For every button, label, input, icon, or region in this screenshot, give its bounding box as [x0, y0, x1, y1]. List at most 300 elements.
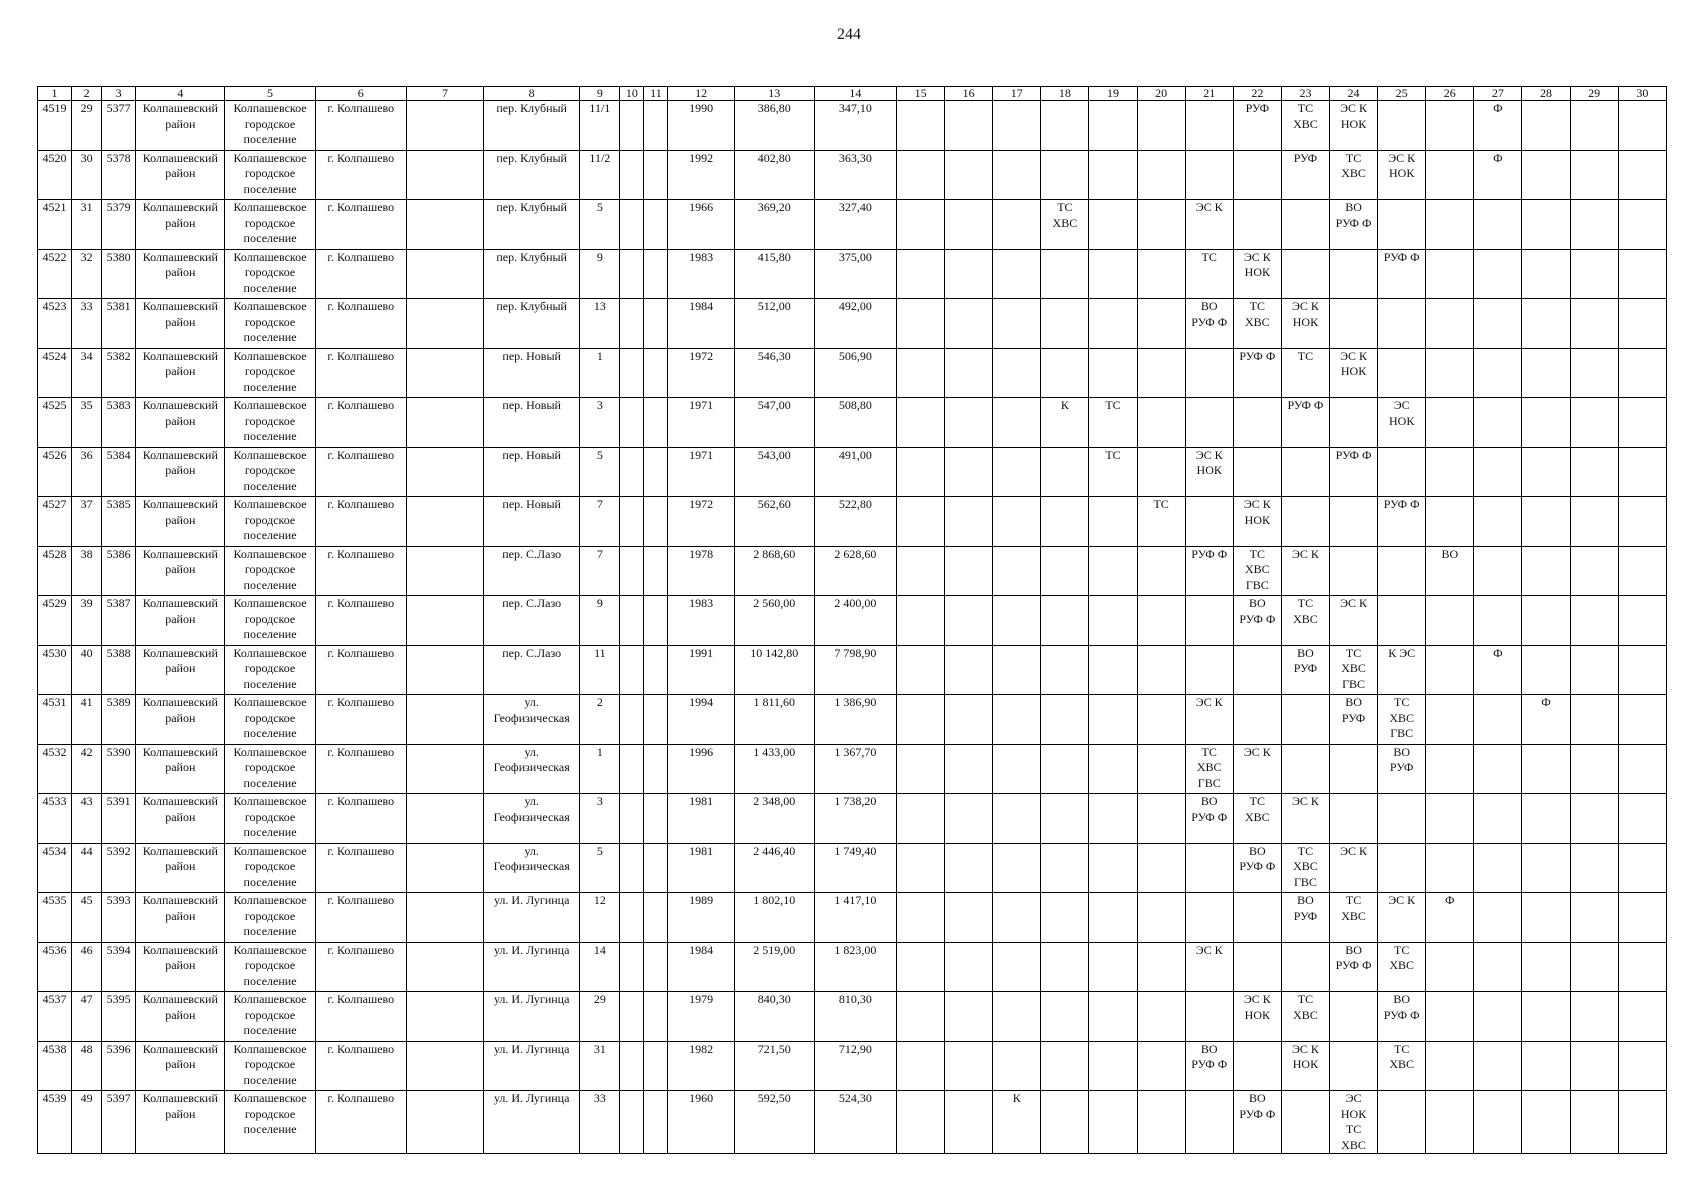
cell-col-1: 4521 [38, 200, 72, 250]
cell-col-6: г. Колпашево [315, 695, 406, 745]
cell-col-24: РУФ Ф [1330, 447, 1378, 497]
cell-col-30 [1618, 200, 1666, 250]
cell-col-24: ТС ХВС [1330, 150, 1378, 200]
cell-col-13: 840,30 [734, 992, 814, 1042]
cell-col-29 [1570, 794, 1618, 844]
cell-col-12: 1992 [668, 150, 734, 200]
column-header-13: 13 [734, 87, 814, 101]
cell-col-4: Колпашевский район [136, 348, 225, 398]
cell-col-14: 2 628,60 [814, 546, 896, 596]
cell-col-22: ТС ХВС [1233, 794, 1281, 844]
cell-col-21 [1185, 101, 1233, 151]
cell-col-12: 1971 [668, 447, 734, 497]
cell-col-1: 4524 [38, 348, 72, 398]
cell-col-25 [1378, 348, 1426, 398]
cell-col-19 [1089, 645, 1137, 695]
cell-col-4: Колпашевский район [136, 249, 225, 299]
cell-col-1: 4526 [38, 447, 72, 497]
cell-col-18 [1041, 497, 1089, 547]
column-header-10: 10 [620, 87, 644, 101]
cell-col-24: ТС ХВС ГВС [1330, 645, 1378, 695]
column-header-20: 20 [1137, 87, 1185, 101]
cell-col-21: ЭС К [1185, 200, 1233, 250]
cell-col-5: Колпашевское городское поселение [225, 150, 315, 200]
cell-col-18 [1041, 893, 1089, 943]
cell-col-10 [620, 596, 644, 646]
cell-col-23: ТС ХВС [1281, 992, 1329, 1042]
cell-col-30 [1618, 695, 1666, 745]
cell-col-16 [945, 1091, 993, 1154]
cell-col-6: г. Колпашево [315, 794, 406, 844]
cell-col-6: г. Колпашево [315, 200, 406, 250]
cell-col-2: 29 [72, 101, 102, 151]
cell-col-25: РУФ Ф [1378, 249, 1426, 299]
cell-col-24: ЭС НОК ТС ХВС [1330, 1091, 1378, 1154]
cell-col-13: 1 811,60 [734, 695, 814, 745]
column-header-23: 23 [1281, 87, 1329, 101]
column-header-22: 22 [1233, 87, 1281, 101]
cell-col-14: 1 386,90 [814, 695, 896, 745]
cell-col-14: 1 749,40 [814, 843, 896, 893]
cell-col-10 [620, 744, 644, 794]
cell-col-26 [1426, 645, 1474, 695]
cell-col-19 [1089, 200, 1137, 250]
cell-col-13: 2 446,40 [734, 843, 814, 893]
cell-col-4: Колпашевский район [136, 150, 225, 200]
cell-col-4: Колпашевский район [136, 596, 225, 646]
cell-col-19 [1089, 299, 1137, 349]
cell-col-12: 1972 [668, 497, 734, 547]
cell-col-27 [1474, 1041, 1522, 1091]
cell-col-13: 721,50 [734, 1041, 814, 1091]
cell-col-13: 543,00 [734, 447, 814, 497]
cell-col-24 [1330, 299, 1378, 349]
cell-col-4: Колпашевский район [136, 992, 225, 1042]
cell-col-26 [1426, 794, 1474, 844]
cell-col-27 [1474, 398, 1522, 448]
cell-col-17 [993, 546, 1041, 596]
cell-col-25: К ЭС [1378, 645, 1426, 695]
cell-col-2: 34 [72, 348, 102, 398]
cell-col-5: Колпашевское городское поселение [225, 497, 315, 547]
cell-col-20 [1137, 546, 1185, 596]
cell-col-10 [620, 299, 644, 349]
cell-col-15 [897, 497, 945, 547]
cell-col-9: 5 [580, 200, 620, 250]
table-row [38, 1041, 1667, 1091]
cell-col-16 [945, 794, 993, 844]
cell-col-26 [1426, 744, 1474, 794]
cell-col-25: РУФ Ф [1378, 497, 1426, 547]
cell-col-13: 512,00 [734, 299, 814, 349]
cell-col-30 [1618, 150, 1666, 200]
cell-col-5: Колпашевское городское поселение [225, 299, 315, 349]
cell-col-15 [897, 645, 945, 695]
table-row [38, 101, 1667, 151]
cell-col-20 [1137, 695, 1185, 745]
cell-col-8: ул. Геофизическая [484, 794, 580, 844]
cell-col-11 [644, 1041, 668, 1091]
cell-col-24 [1330, 546, 1378, 596]
cell-col-12: 1984 [668, 299, 734, 349]
column-header-25: 25 [1378, 87, 1426, 101]
cell-col-13: 547,00 [734, 398, 814, 448]
cell-col-18 [1041, 348, 1089, 398]
cell-col-12: 1990 [668, 101, 734, 151]
cell-col-5: Колпашевское городское поселение [225, 398, 315, 448]
cell-col-3: 5379 [102, 200, 136, 250]
cell-col-15 [897, 893, 945, 943]
column-header-11: 11 [644, 87, 668, 101]
cell-col-19 [1089, 348, 1137, 398]
cell-col-25 [1378, 1091, 1426, 1154]
cell-col-21 [1185, 497, 1233, 547]
table-row [38, 645, 1667, 695]
cell-col-11 [644, 645, 668, 695]
cell-col-30 [1618, 101, 1666, 151]
cell-col-1: 4520 [38, 150, 72, 200]
cell-col-25: ЭС К [1378, 893, 1426, 943]
cell-col-29 [1570, 447, 1618, 497]
cell-col-17 [993, 150, 1041, 200]
cell-col-20 [1137, 1091, 1185, 1154]
table-row [38, 299, 1667, 349]
cell-col-7 [406, 893, 483, 943]
cell-col-4: Колпашевский район [136, 200, 225, 250]
cell-col-16 [945, 249, 993, 299]
cell-col-12: 1983 [668, 596, 734, 646]
cell-col-7 [406, 249, 483, 299]
cell-col-1: 4534 [38, 843, 72, 893]
cell-col-19 [1089, 695, 1137, 745]
cell-col-18 [1041, 695, 1089, 745]
cell-col-19 [1089, 497, 1137, 547]
cell-col-16 [945, 992, 993, 1042]
cell-col-20 [1137, 348, 1185, 398]
cell-col-27 [1474, 497, 1522, 547]
cell-col-22: РУФ Ф [1233, 348, 1281, 398]
cell-col-24: ВО РУФ Ф [1330, 942, 1378, 992]
cell-col-8: ул. И. Лугинца [484, 893, 580, 943]
cell-col-18 [1041, 992, 1089, 1042]
cell-col-7 [406, 299, 483, 349]
cell-col-20 [1137, 893, 1185, 943]
cell-col-26: Ф [1426, 893, 1474, 943]
cell-col-17 [993, 744, 1041, 794]
cell-col-24: ТС ХВС [1330, 893, 1378, 943]
cell-col-8: пер. Клубный [484, 249, 580, 299]
cell-col-15 [897, 596, 945, 646]
table-row [38, 348, 1667, 398]
cell-col-15 [897, 447, 945, 497]
cell-col-5: Колпашевское городское поселение [225, 348, 315, 398]
cell-col-7 [406, 744, 483, 794]
cell-col-18 [1041, 596, 1089, 646]
cell-col-27: Ф [1474, 101, 1522, 151]
cell-col-8: ул. И. Лугинца [484, 992, 580, 1042]
cell-col-11 [644, 744, 668, 794]
cell-col-17 [993, 200, 1041, 250]
cell-col-28 [1522, 1041, 1570, 1091]
cell-col-14: 522,80 [814, 497, 896, 547]
cell-col-22: ЭС К [1233, 744, 1281, 794]
cell-col-8: пер. Клубный [484, 101, 580, 151]
cell-col-26 [1426, 348, 1474, 398]
cell-col-3: 5388 [102, 645, 136, 695]
cell-col-19 [1089, 546, 1137, 596]
table-row [38, 249, 1667, 299]
cell-col-27 [1474, 1091, 1522, 1154]
cell-col-12: 1984 [668, 942, 734, 992]
cell-col-24 [1330, 992, 1378, 1042]
cell-col-13: 2 519,00 [734, 942, 814, 992]
cell-col-16 [945, 497, 993, 547]
cell-col-5: Колпашевское городское поселение [225, 249, 315, 299]
cell-col-19 [1089, 1091, 1137, 1154]
cell-col-6: г. Колпашево [315, 447, 406, 497]
cell-col-16 [945, 447, 993, 497]
cell-col-13: 592,50 [734, 1091, 814, 1154]
cell-col-2: 48 [72, 1041, 102, 1091]
cell-col-16 [945, 893, 993, 943]
cell-col-8: пер. С.Лазо [484, 596, 580, 646]
cell-col-28 [1522, 398, 1570, 448]
cell-col-10 [620, 150, 644, 200]
cell-col-4: Колпашевский район [136, 695, 225, 745]
cell-col-21 [1185, 992, 1233, 1042]
cell-col-19 [1089, 744, 1137, 794]
cell-col-16 [945, 645, 993, 695]
cell-col-20 [1137, 596, 1185, 646]
cell-col-28 [1522, 794, 1570, 844]
cell-col-5: Колпашевское городское поселение [225, 1041, 315, 1091]
cell-col-6: г. Колпашево [315, 150, 406, 200]
cell-col-17 [993, 645, 1041, 695]
cell-col-2: 40 [72, 645, 102, 695]
table-row [38, 150, 1667, 200]
cell-col-6: г. Колпашево [315, 348, 406, 398]
cell-col-9: 1 [580, 744, 620, 794]
cell-col-11 [644, 348, 668, 398]
cell-col-28 [1522, 150, 1570, 200]
cell-col-20 [1137, 150, 1185, 200]
cell-col-13: 386,80 [734, 101, 814, 151]
cell-col-4: Колпашевский район [136, 447, 225, 497]
cell-col-30 [1618, 398, 1666, 448]
cell-col-21: ЭС К [1185, 942, 1233, 992]
cell-col-30 [1618, 249, 1666, 299]
cell-col-4: Колпашевский район [136, 645, 225, 695]
cell-col-23: ТС [1281, 348, 1329, 398]
cell-col-28 [1522, 200, 1570, 250]
cell-col-25 [1378, 794, 1426, 844]
cell-col-22 [1233, 893, 1281, 943]
cell-col-17 [993, 1041, 1041, 1091]
cell-col-9: 29 [580, 992, 620, 1042]
cell-col-5: Колпашевское городское поселение [225, 200, 315, 250]
cell-col-8: пер. С.Лазо [484, 645, 580, 695]
column-header-26: 26 [1426, 87, 1474, 101]
cell-col-26 [1426, 1041, 1474, 1091]
cell-col-22 [1233, 398, 1281, 448]
cell-col-30 [1618, 744, 1666, 794]
cell-col-13: 10 142,80 [734, 645, 814, 695]
cell-col-25: ЭС НОК [1378, 398, 1426, 448]
cell-col-10 [620, 992, 644, 1042]
cell-col-27 [1474, 348, 1522, 398]
cell-col-11 [644, 447, 668, 497]
cell-col-21 [1185, 645, 1233, 695]
cell-col-4: Колпашевский район [136, 101, 225, 151]
cell-col-17 [993, 447, 1041, 497]
cell-col-3: 5380 [102, 249, 136, 299]
cell-col-20: ТС [1137, 497, 1185, 547]
cell-col-10 [620, 249, 644, 299]
cell-col-3: 5396 [102, 1041, 136, 1091]
cell-col-20 [1137, 447, 1185, 497]
cell-col-16 [945, 1041, 993, 1091]
cell-col-12: 1972 [668, 348, 734, 398]
cell-col-1: 4532 [38, 744, 72, 794]
cell-col-12: 1960 [668, 1091, 734, 1154]
cell-col-23: ТС ХВС ГВС [1281, 843, 1329, 893]
cell-col-24: ЭС К [1330, 843, 1378, 893]
cell-col-14: 347,10 [814, 101, 896, 151]
cell-col-17: К [993, 1091, 1041, 1154]
cell-col-19 [1089, 992, 1137, 1042]
cell-col-19 [1089, 893, 1137, 943]
cell-col-24: ВО РУФ [1330, 695, 1378, 745]
cell-col-27 [1474, 893, 1522, 943]
cell-col-9: 12 [580, 893, 620, 943]
cell-col-14: 491,00 [814, 447, 896, 497]
cell-col-13: 2 348,00 [734, 794, 814, 844]
cell-col-22: ЭС К НОК [1233, 992, 1281, 1042]
column-header-8: 8 [484, 87, 580, 101]
cell-col-22: ТС ХВС ГВС [1233, 546, 1281, 596]
cell-col-8: ул. И. Лугинца [484, 1091, 580, 1154]
cell-col-19 [1089, 843, 1137, 893]
cell-col-8: ул. И. Лугинца [484, 942, 580, 992]
cell-col-11 [644, 942, 668, 992]
cell-col-27 [1474, 695, 1522, 745]
cell-col-4: Колпашевский район [136, 744, 225, 794]
cell-col-27 [1474, 942, 1522, 992]
cell-col-24 [1330, 398, 1378, 448]
cell-col-20 [1137, 299, 1185, 349]
cell-col-29 [1570, 992, 1618, 1042]
cell-col-7 [406, 942, 483, 992]
cell-col-23: ВО РУФ [1281, 645, 1329, 695]
cell-col-28 [1522, 249, 1570, 299]
cell-col-17 [993, 348, 1041, 398]
cell-col-16 [945, 596, 993, 646]
cell-col-9: 3 [580, 398, 620, 448]
table-row [38, 794, 1667, 844]
cell-col-15 [897, 695, 945, 745]
cell-col-6: г. Колпашево [315, 596, 406, 646]
cell-col-21: ТС [1185, 249, 1233, 299]
cell-col-21 [1185, 893, 1233, 943]
cell-col-29 [1570, 101, 1618, 151]
cell-col-28 [1522, 101, 1570, 151]
cell-col-10 [620, 695, 644, 745]
cell-col-6: г. Колпашево [315, 992, 406, 1042]
table-row [38, 546, 1667, 596]
cell-col-7 [406, 497, 483, 547]
cell-col-1: 4530 [38, 645, 72, 695]
cell-col-17 [993, 695, 1041, 745]
cell-col-26 [1426, 249, 1474, 299]
column-header-21: 21 [1185, 87, 1233, 101]
cell-col-6: г. Колпашево [315, 249, 406, 299]
cell-col-29 [1570, 645, 1618, 695]
cell-col-15 [897, 992, 945, 1042]
cell-col-25 [1378, 447, 1426, 497]
cell-col-14: 327,40 [814, 200, 896, 250]
cell-col-30 [1618, 348, 1666, 398]
cell-col-17 [993, 398, 1041, 448]
cell-col-11 [644, 546, 668, 596]
cell-col-22: ЭС К НОК [1233, 497, 1281, 547]
cell-col-20 [1137, 398, 1185, 448]
table-row [38, 695, 1667, 745]
cell-col-29 [1570, 744, 1618, 794]
cell-col-11 [644, 249, 668, 299]
cell-col-28 [1522, 744, 1570, 794]
cell-col-17 [993, 299, 1041, 349]
cell-col-27 [1474, 249, 1522, 299]
cell-col-3: 5382 [102, 348, 136, 398]
cell-col-22: ВО РУФ Ф [1233, 596, 1281, 646]
cell-col-23: ЭС К [1281, 546, 1329, 596]
cell-col-3: 5395 [102, 992, 136, 1042]
column-number-header [38, 87, 1667, 101]
cell-col-6: г. Колпашево [315, 893, 406, 943]
column-header-4: 4 [136, 87, 225, 101]
cell-col-23: ТС ХВС [1281, 596, 1329, 646]
page-number: 244 [837, 26, 861, 43]
cell-col-3: 5391 [102, 794, 136, 844]
cell-col-22: ВО РУФ Ф [1233, 1091, 1281, 1154]
cell-col-14: 492,00 [814, 299, 896, 349]
cell-col-8: пер. Новый [484, 497, 580, 547]
cell-col-21 [1185, 150, 1233, 200]
cell-col-2: 32 [72, 249, 102, 299]
cell-col-18 [1041, 299, 1089, 349]
table-row [38, 893, 1667, 943]
cell-col-18 [1041, 942, 1089, 992]
cell-col-23 [1281, 1091, 1329, 1154]
cell-col-21: РУФ Ф [1185, 546, 1233, 596]
cell-col-26 [1426, 942, 1474, 992]
cell-col-28 [1522, 942, 1570, 992]
cell-col-30 [1618, 992, 1666, 1042]
cell-col-6: г. Колпашево [315, 398, 406, 448]
cell-col-11 [644, 596, 668, 646]
cell-col-5: Колпашевское городское поселение [225, 1091, 315, 1154]
cell-col-10 [620, 794, 644, 844]
cell-col-21 [1185, 1091, 1233, 1154]
cell-col-20 [1137, 249, 1185, 299]
cell-col-21 [1185, 843, 1233, 893]
cell-col-19 [1089, 794, 1137, 844]
cell-col-16 [945, 150, 993, 200]
column-header-9: 9 [580, 87, 620, 101]
cell-col-17 [993, 596, 1041, 646]
cell-col-13: 1 433,00 [734, 744, 814, 794]
housing-register-table [37, 86, 1667, 1154]
